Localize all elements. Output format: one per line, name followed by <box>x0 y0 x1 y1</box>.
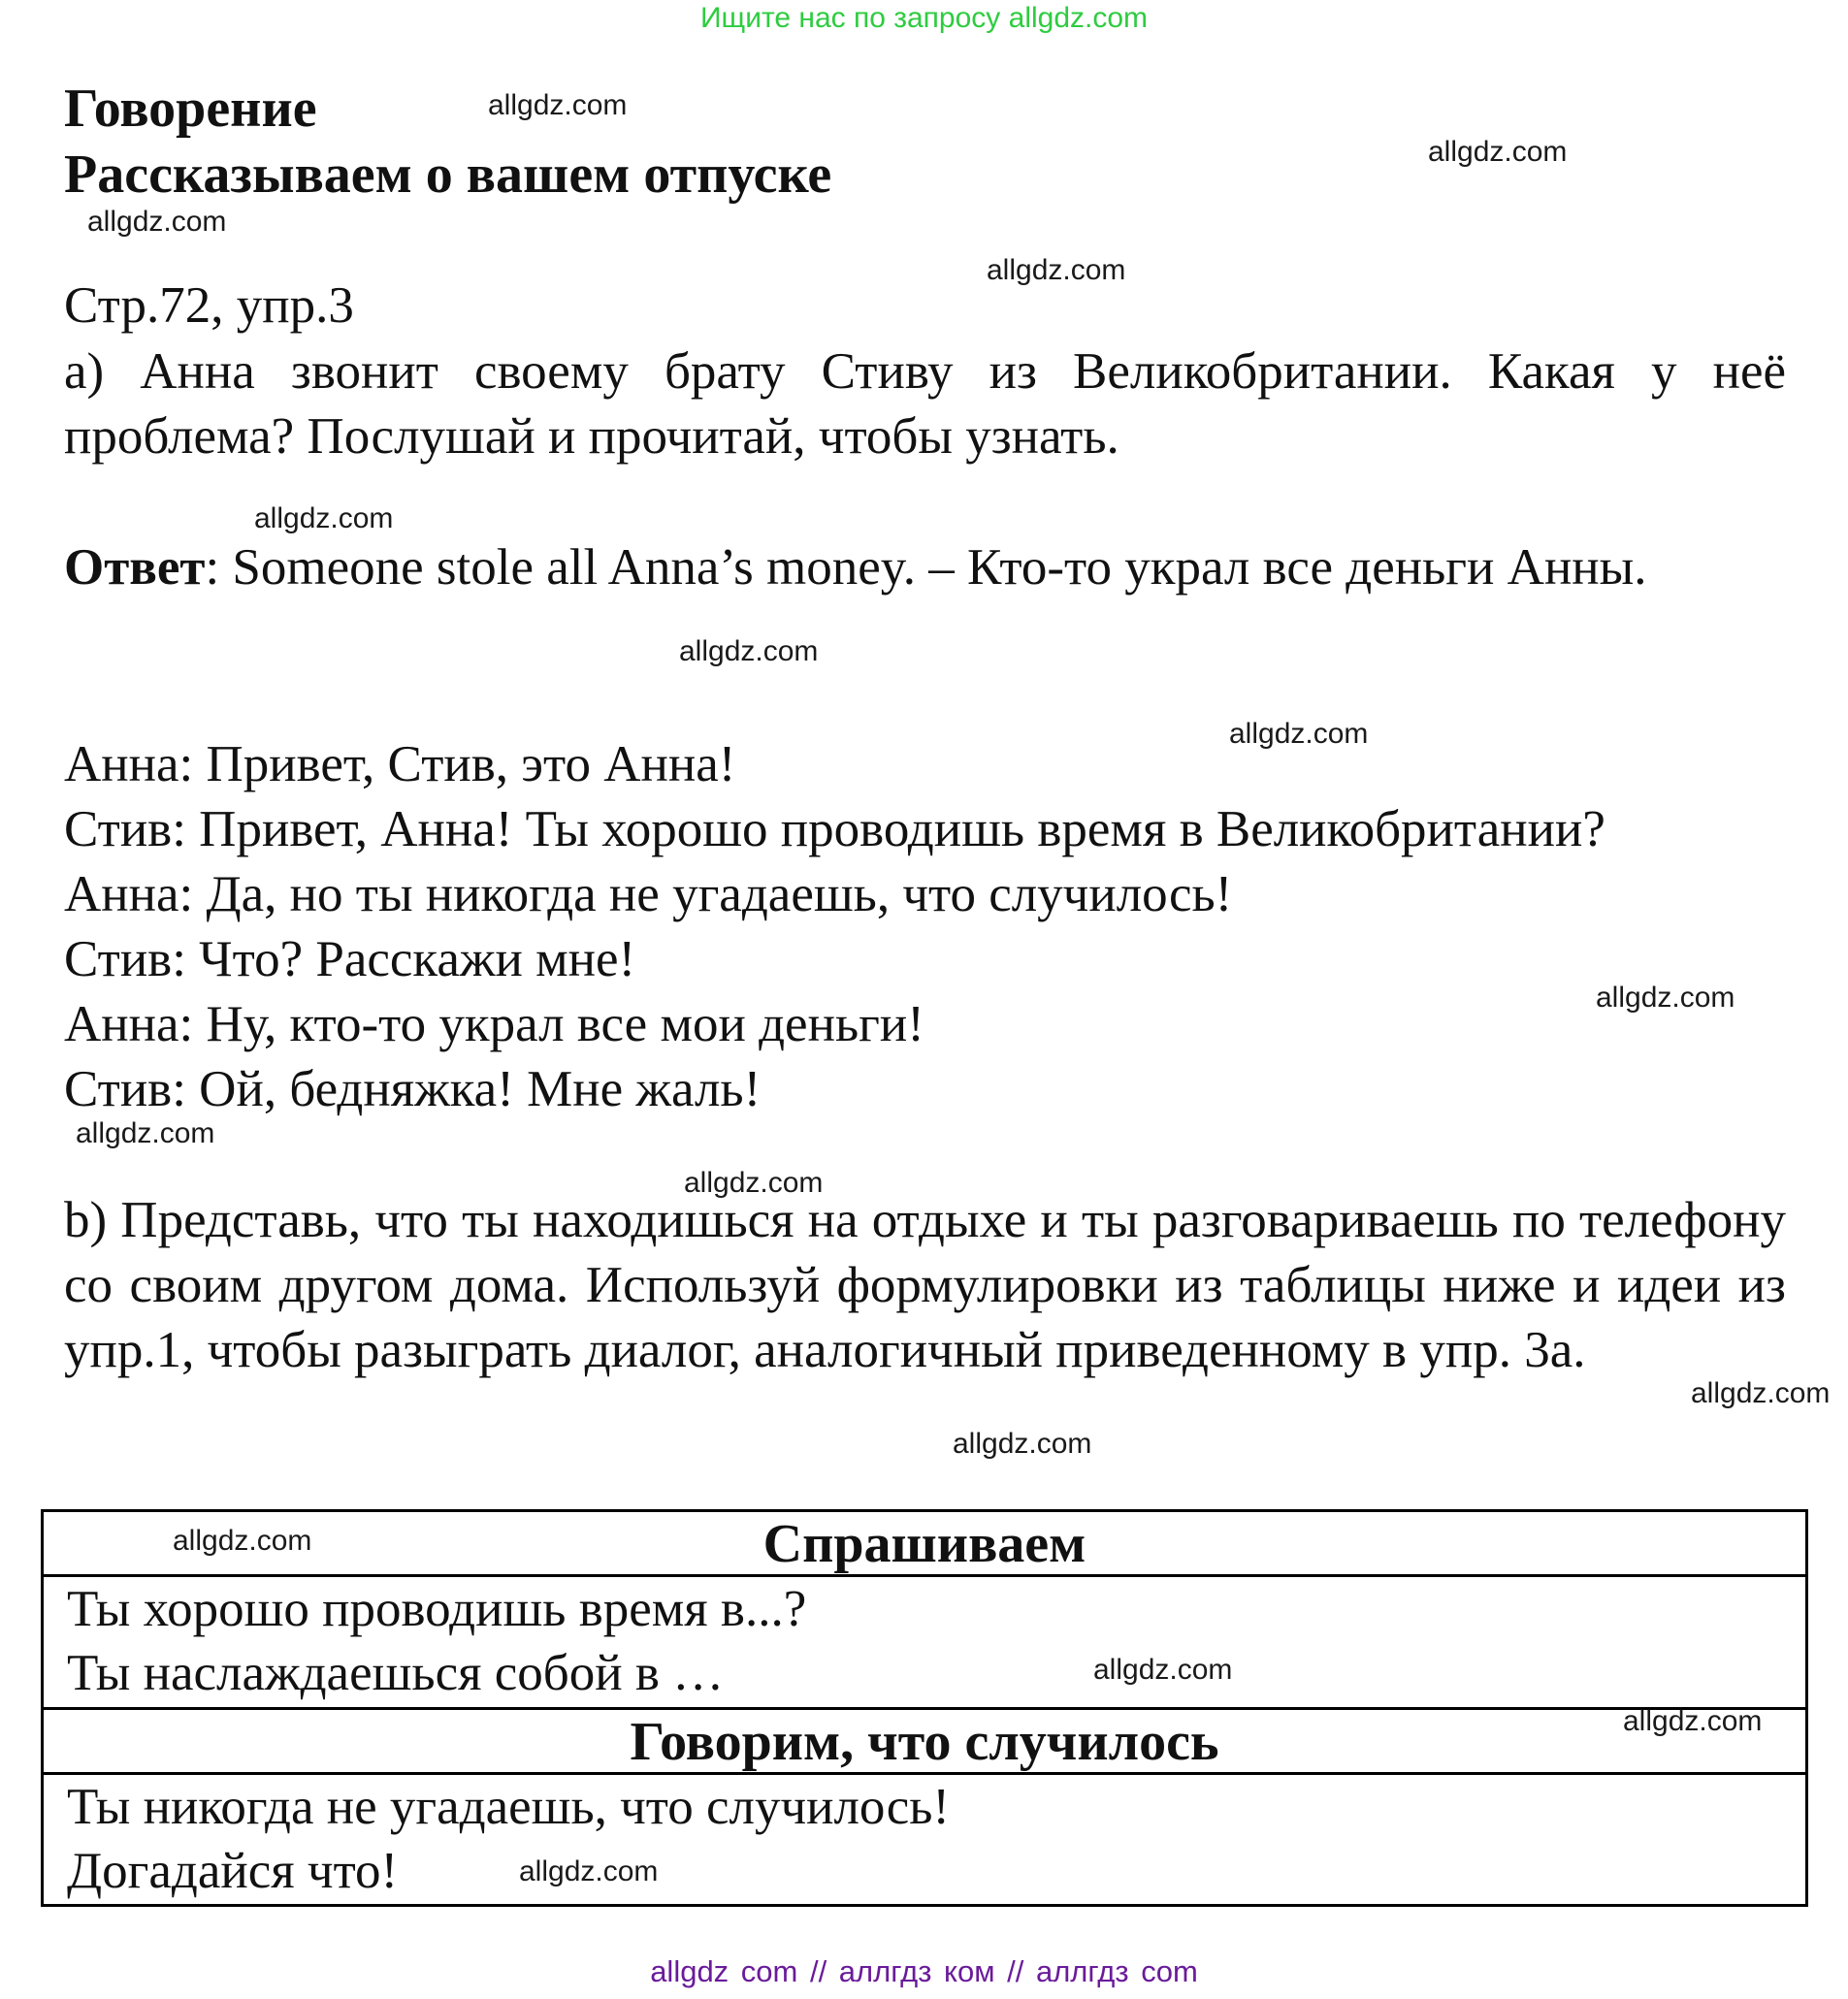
table-section-title-asking: Спрашиваем <box>44 1512 1805 1577</box>
section-heading: Говорение <box>64 79 317 139</box>
watermark: allgdz.com <box>953 1428 1092 1460</box>
answer-paragraph <box>64 535 1786 600</box>
watermark: allgdz.com <box>684 1167 824 1199</box>
watermark: allgdz.com <box>1229 718 1369 750</box>
topic-heading: Рассказываем о вашем отпуске <box>64 145 832 205</box>
answer-text: : Someone stole all Anna’s money. – Кто-то украл все деньги Анны. <box>205 539 1647 596</box>
table-phrase: Ты хорошо проводишь время в...? <box>67 1581 807 1637</box>
watermark: allgdz.com <box>679 635 819 667</box>
watermark: allgdz.com <box>1093 1654 1233 1686</box>
watermark: allgdz.com <box>76 1117 215 1149</box>
bottom-banner[interactable]: allgdz com // аллгдз ком // аллгдз com <box>650 1954 1198 1988</box>
task-a-text: a) Анна звонит своему брату Стиву из Великобритании. Какая у неё проблема? Послушай и прочитай, чтобы узнать. <box>64 343 1786 465</box>
top-banner[interactable]: Ищите нас по запросу allgdz.com <box>699 2 1149 34</box>
dialogue-line: Анна: Привет, Стив, это Анна! <box>64 736 736 792</box>
table-phrase: Догадайся что! <box>67 1843 399 1899</box>
watermark: allgdz.com <box>1691 1377 1831 1409</box>
table-section-body-asking <box>44 1577 1805 1710</box>
watermark: allgdz.com <box>987 254 1126 286</box>
watermark: allgdz.com <box>254 502 394 534</box>
exercise-reference: Стр.72, упр.3 <box>64 277 354 334</box>
phrase-table <box>41 1509 1808 1907</box>
task-b-text: b) Представь, что ты находишься на отдыхе и ты разговариваешь по телефону со своим другом дома. Используй формулировки из таблицы ниже и идеи из упр.1, чтобы разыграть диалог, аналогичный приведенному в упр. 3a. <box>64 1192 1786 1378</box>
table-phrase: Ты наслаждаешься собой в … <box>67 1645 725 1701</box>
watermark: allgdz.com <box>173 1525 312 1557</box>
dialogue-line: Анна: Ну, кто-то украл все мои деньги! <box>64 996 924 1052</box>
answer-label: Ответ <box>64 539 206 596</box>
watermark: allgdz.com <box>87 206 227 238</box>
table-phrase: Ты никогда не угадаешь, что случилось! <box>67 1779 951 1835</box>
watermark: allgdz.com <box>1623 1705 1763 1737</box>
watermark: allgdz.com <box>1428 136 1568 168</box>
dialogue-line: Стив: Привет, Анна! Ты хорошо проводишь время в Великобритании? <box>64 801 1605 857</box>
dialogue-line: Стив: Ой, бедняжка! Мне жаль! <box>64 1061 762 1117</box>
watermark: allgdz.com <box>1596 982 1735 1014</box>
dialogue-line: Анна: Да, но ты никогда не угадаешь, что случилось! <box>64 866 1233 922</box>
watermark: allgdz.com <box>519 1855 659 1887</box>
dialogue-line: Стив: Что? Расскажи мне! <box>64 931 636 987</box>
table-section-title-what-happened: Говорим, что случилось <box>44 1710 1805 1775</box>
watermark: allgdz.com <box>488 89 628 121</box>
table-section-body-what-happened <box>44 1775 1805 1903</box>
